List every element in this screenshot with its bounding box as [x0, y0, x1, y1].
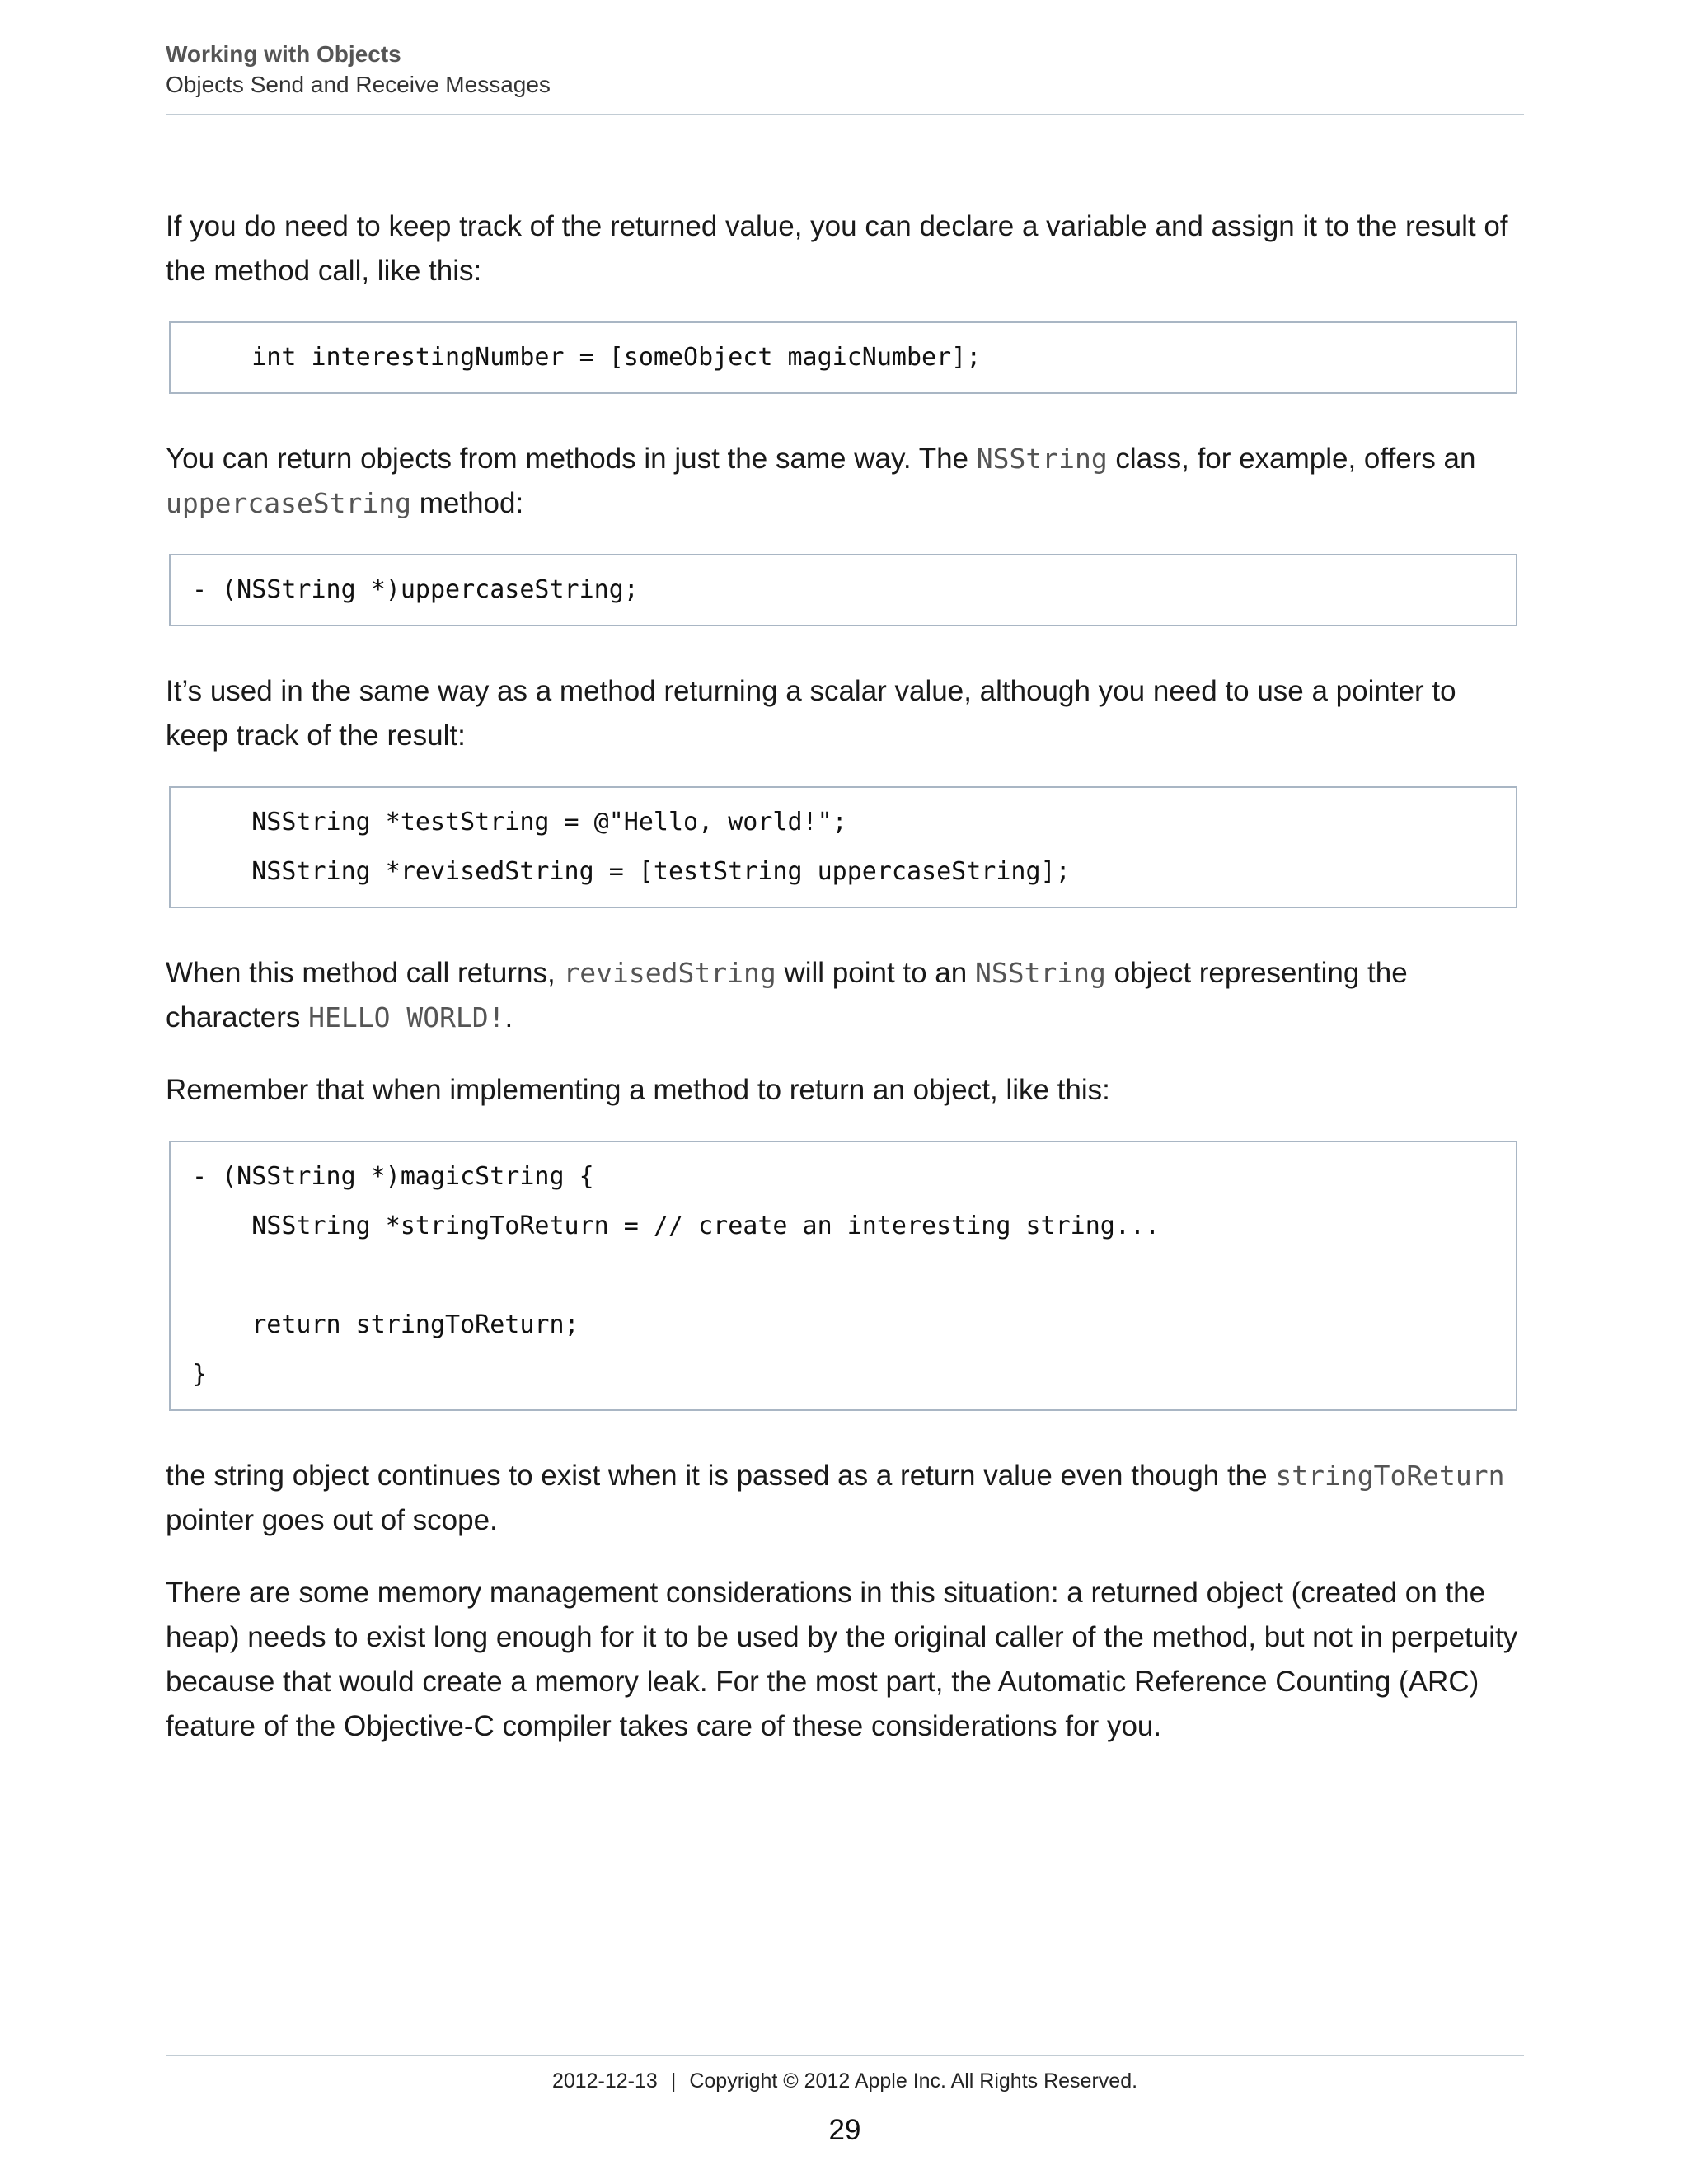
text-run: method: [411, 487, 524, 519]
paragraph-6 [166, 1454, 1524, 1543]
text-run: object representing the characters [166, 957, 1408, 1033]
paragraph-2 [166, 437, 1524, 526]
code-line: int interestingNumber = [someObject magicNumber]; [192, 343, 982, 372]
page-header [166, 40, 1524, 101]
code-block-1 [169, 321, 1517, 394]
page-content [166, 204, 1524, 1749]
text-run: . [504, 1001, 513, 1033]
inline-code: HELLO WORLD! [308, 1001, 505, 1033]
code-line: NSString *testString = @"Hello, world!"; [192, 808, 847, 837]
footer-divider [166, 2055, 1524, 2056]
section-title: Objects Send and Receive Messages [166, 72, 551, 97]
code-line: return stringToReturn; [192, 1310, 579, 1339]
page-footer [166, 2064, 1524, 2097]
header-divider [166, 114, 1524, 115]
code-line: NSString *stringToReturn = // create an interesting string... [192, 1212, 1160, 1240]
code-line: - (NSString *)uppercaseString; [192, 575, 639, 604]
code-block-4 [169, 1141, 1517, 1411]
page-number: 29 [828, 2114, 861, 2146]
text-run: will point to an [776, 957, 975, 989]
paragraph-7: There are some memory management considerations in this situation: a returned object (created on the heap) needs to exist long enough for it to be used by the original caller of the method, but not in perpetuity because that would create a memory leak. For the most part, the Automatic Reference Counting (ARC) feature of the Objective-C compiler takes care of these considerations for you. [166, 1577, 1518, 1742]
chapter-title: Working with Objects [166, 41, 401, 67]
text-run: pointer goes out of scope. [166, 1504, 498, 1536]
code-block-3 [169, 786, 1517, 908]
inline-code: stringToReturn [1275, 1460, 1505, 1492]
paragraph-4 [166, 951, 1524, 1040]
inline-code: NSString [976, 443, 1108, 475]
text-run: class, for example, offers an [1107, 443, 1476, 475]
footer-copyright: Copyright © 2012 Apple Inc. All Rights Reserved. [689, 2069, 1138, 2093]
paragraph-1: If you do need to keep track of the returned value, you can declare a variable and assign it to the result of the method call, like this: [166, 210, 1508, 287]
code-line: } [192, 1360, 208, 1389]
text-run: the string object continues to exist when it is passed as a return value even though the [166, 1460, 1276, 1492]
footer-separator: | [670, 2069, 677, 2093]
text-run: You can return objects from methods in just the same way. The [166, 443, 977, 475]
code-block-2 [169, 554, 1517, 626]
code-line-blank [192, 1251, 1494, 1301]
paragraph-3: It’s used in the same way as a method returning a scalar value, although you need to use a pointer to keep track of the result: [166, 675, 1456, 752]
paragraph-5: Remember that when implementing a method to return an object, like this: [166, 1074, 1110, 1106]
inline-code: uppercaseString [166, 487, 412, 519]
inline-code: revisedString [563, 957, 776, 989]
code-line: NSString *revisedString = [testString uppercaseString]; [192, 857, 1071, 886]
inline-code: NSString [974, 957, 1106, 989]
code-line: - (NSString *)magicString { [192, 1162, 594, 1191]
text-run: When this method call returns, [166, 957, 564, 989]
footer-date: 2012-12-13 [551, 2069, 658, 2093]
